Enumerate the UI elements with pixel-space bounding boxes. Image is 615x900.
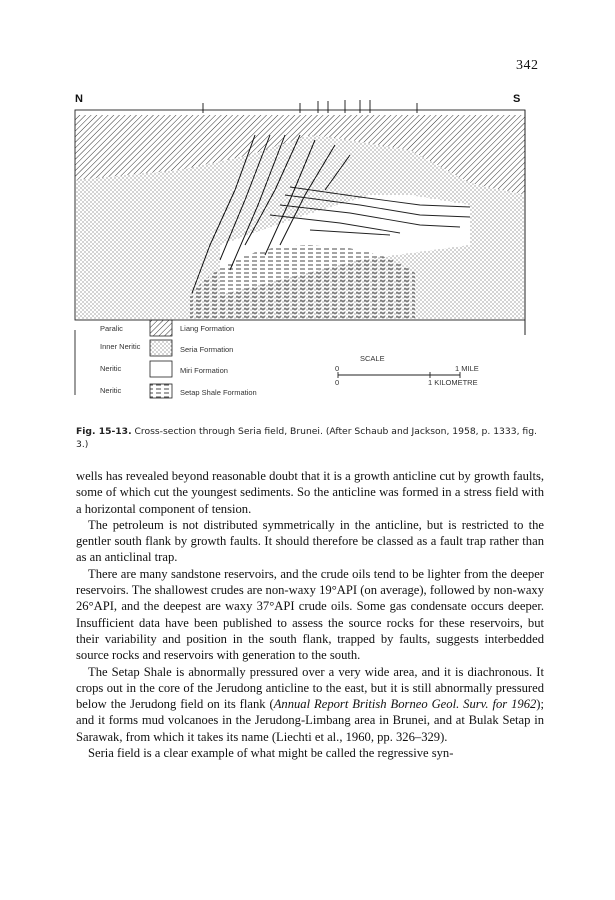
north-label: N — [75, 93, 83, 105]
figure-caption — [76, 425, 544, 451]
south-label: S — [513, 93, 521, 105]
scale-km: 1 KILOMETRE — [428, 378, 478, 387]
scale-mile: 1 MILE — [455, 364, 479, 373]
paragraph-1: wells has revealed beyond reasonable doubt that it is a growth anticline cut by growth faults, some of which cut the youngest sediments. So the anticline was formed in a stress field with a horizontal component of tension. — [76, 469, 544, 516]
paragraph-5: Seria field is a clear example of what might be called the regressive syn- — [88, 746, 454, 761]
legend-facies-4: Neritic — [100, 386, 122, 395]
paragraph-4-reference: Annual Report British Borneo Geol. Surv. for 1962 — [273, 697, 537, 712]
legend-facies-3: Neritic — [100, 364, 122, 373]
paragraph-4 — [76, 664, 544, 745]
legend-formation-2: Seria Formation — [180, 345, 234, 354]
scale-label: SCALE — [360, 354, 385, 363]
legend-formation-3: Miri Formation — [180, 366, 228, 375]
paragraph-2: The petroleum is not distributed symmetrically in the anticline, but is restricted to the gentler south flank by growth faults. It should therefore be classed as a fault trap rather than as an anticlinal trap. — [76, 517, 544, 565]
body-text — [76, 468, 544, 761]
legend-formation-1: Liang Formation — [180, 324, 235, 333]
legend-formation-4: Setap Shale Formation — [180, 388, 257, 397]
caption-label: Fig. 15-13. — [76, 426, 132, 437]
cross-section-figure — [60, 95, 540, 415]
page-number: 342 — [516, 58, 539, 73]
scale-zero-mile: 0 — [335, 364, 340, 373]
legend-facies-2: Inner Neritic — [100, 342, 141, 351]
legend — [75, 320, 257, 398]
caption-text: Cross-section through Seria field, Brunei. (After Schaub and Jackson, 1958, p. 1333, fig. 3.) — [76, 426, 537, 450]
scale-bar — [335, 354, 479, 387]
paragraph-4-part-b: ); and it forms mud volcanoes in the Jerudong-Limbang area in Brunei, and at Bulak Setap in Sarawak, from which it takes its name (Liechti et al., 1960, pp. 326–329). — [76, 697, 544, 744]
paragraph-4-part-a: The Setap Shale is abnormally pressured over a very wide area, and it is diachronous. It crops out in the core of the Jerudong anticline to the east, but it is still abnormally pressured below the Jerudong field on its flank ( — [76, 664, 544, 712]
scale-zero-km: 0 — [335, 378, 340, 387]
paragraph-3: There are many sandstone reservoirs, and the crude oils tend to be lighter from the deeper reservoirs. The shallowest crudes are non-waxy 19°API (on average), followed by non-waxy 26°API, and the deepest are waxy 37°API crude oils. Some gas condensate occurs deeper. Insufficient data have been published to assess the source rocks for these reservoirs, but their variability and position in the south flank, trapped by faults, suggests interbedded source rocks and reservoirs with generation to the south. — [76, 566, 544, 663]
legend-facies-1: Paralic — [100, 324, 123, 333]
